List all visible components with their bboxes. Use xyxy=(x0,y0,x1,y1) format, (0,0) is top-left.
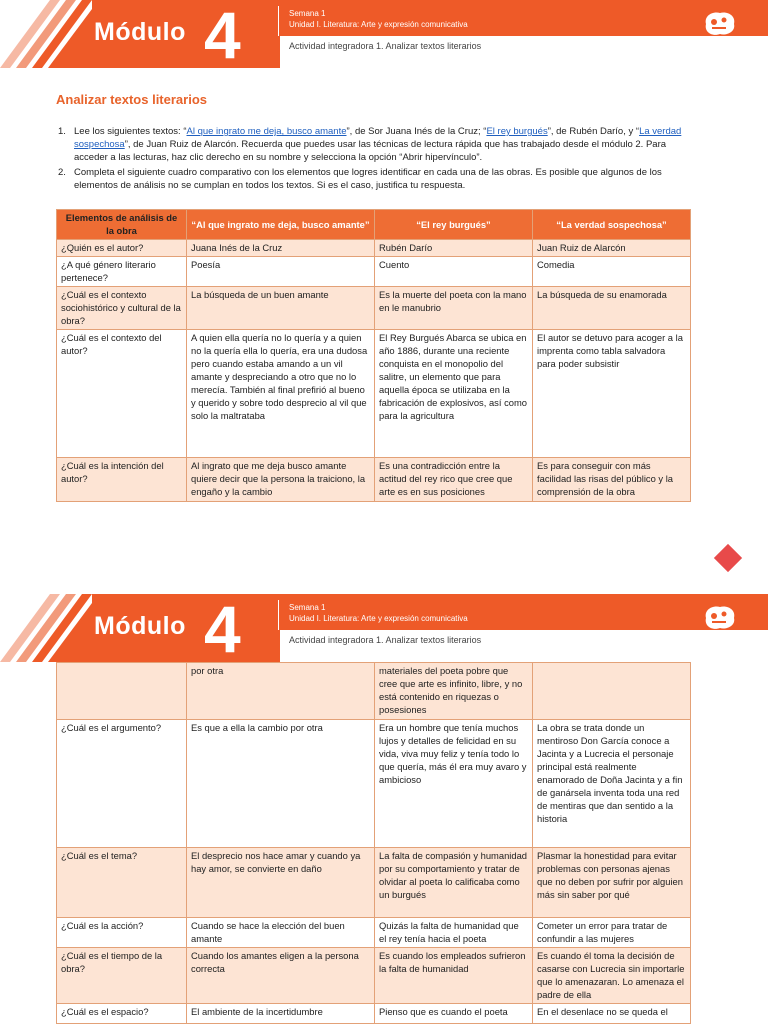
table-row xyxy=(57,257,691,287)
table-cell: Quizás la falta de humanidad que el rey tenía hacia el poeta xyxy=(375,918,533,948)
table-cell: La obra se trata donde un mentiroso Don García conoce a Jacinta y a Lucrecia el personaje principal está realmente enamorado de Doña Jacinta y a fin de ganársela inventa toda una red de mentiras que dan sentido a la historia xyxy=(533,720,691,848)
table-cell: Juana Inés de la Cruz xyxy=(187,240,375,257)
header-cell: Elementos de análisis de la obra xyxy=(57,210,187,240)
link-al-que-ingrato[interactable]: Al que ingrato me deja, busco amante xyxy=(186,126,347,137)
prepa-en-linea-logo xyxy=(700,602,740,632)
table-cell: Es que a ella la cambio por otra xyxy=(187,720,375,848)
table-row xyxy=(57,458,691,502)
table-cell: Era un hombre que tenía muchos lujos y detalles de felicidad en su vida, viva muy feliz y tenía todo lo que quería, más él era muy avaro y ambicioso xyxy=(375,720,533,848)
table-cell xyxy=(57,663,187,720)
table-cell: Es cuando los empleados sufrieron la falta de humanidad xyxy=(375,948,533,1004)
table-cell: Cometer un error para tratar de confundir a las mujeres xyxy=(533,918,691,948)
instruction-text: Lee los siguientes textos: “ xyxy=(74,126,187,137)
header-cell: “La verdad sospechosa” xyxy=(533,210,691,240)
table-cell: Al ingrato que me deja busco amante quiere decir que la persona la traiciono, la engaño y la cambio xyxy=(187,458,375,502)
module-label: Módulo xyxy=(94,18,186,46)
activity-label: Actividad integradora 1. Analizar textos literarios xyxy=(289,635,482,645)
table-cell: La búsqueda de su enamorada xyxy=(533,287,691,330)
prepa-en-linea-logo xyxy=(700,8,740,38)
instruction-text: Completa el siguiente cuadro comparativo con los elementos que logres identificar en cada una de las obras. Es posible que algunos de los elementos de análisis no se cumplan en todos los textos. Si es el caso, justifica tu respuesta. xyxy=(74,167,662,191)
table-cell: ¿Cuál es el argumento? xyxy=(57,720,187,848)
table-cell: Cuento xyxy=(375,257,533,287)
table-row xyxy=(57,720,691,848)
table-row xyxy=(57,948,691,1004)
table-cell: Es la muerte del poeta con la mano en le manubrio xyxy=(375,287,533,330)
table-cell: El autor se detuvo para acoger a la imprenta como tabla salvadora para poder subsistir xyxy=(533,330,691,458)
page-corner-marker xyxy=(714,544,742,572)
module-number: 4 xyxy=(204,594,241,662)
table-cell: Poesía xyxy=(187,257,375,287)
table-row xyxy=(57,918,691,948)
table-cell: El desprecio nos hace amar y cuando ya hay amor, se convierte en daño xyxy=(187,848,375,918)
table-cell: Es una contradicción entre la actitud del rey rico que cree que arte es en sus posiciones xyxy=(375,458,533,502)
table-cell: Juan Ruiz de Alarcón xyxy=(533,240,691,257)
instruction-number: 1. xyxy=(58,126,66,137)
table-cell: ¿Cuál es el tiempo de la obra? xyxy=(57,948,187,1004)
instruction-text: ”, de Sor Juana Inés de la Cruz; “ xyxy=(346,126,487,137)
table-cell: por otra xyxy=(187,663,375,720)
table-cell: ¿Cuál es el espacio? xyxy=(57,1004,187,1024)
table-cell: En el desenlace no se queda el xyxy=(533,1004,691,1024)
table-row xyxy=(57,330,691,458)
table-cell: La falta de compasión y humanidad por su comportamiento y tratar de olvidar al poeta lo calificaba como un burgués xyxy=(375,848,533,918)
header-divider xyxy=(278,600,279,630)
header-stripes-decoration xyxy=(0,594,92,662)
module-label: Módulo xyxy=(94,612,186,640)
instruction-2 xyxy=(56,166,701,192)
unit-label: Unidad I. Literatura: Arte y expresión comunicativa xyxy=(289,614,468,623)
table-cell xyxy=(533,663,691,720)
table-row xyxy=(57,1004,691,1024)
week-label: Semana 1 xyxy=(289,9,326,18)
link-el-rey-burgues[interactable]: El rey burgués xyxy=(486,126,548,137)
comparison-table-part2 xyxy=(56,662,691,1024)
table-cell: La búsqueda de un buen amante xyxy=(187,287,375,330)
table-cell: El ambiente de la incertidumbre xyxy=(187,1004,375,1024)
table-cell: ¿Cuál es la acción? xyxy=(57,918,187,948)
table-cell: ¿Cuál es el contexto del autor? xyxy=(57,330,187,458)
page1-header xyxy=(0,0,768,68)
instruction-1 xyxy=(56,125,701,164)
instruction-text: ”, de Rubén Darío, y “ xyxy=(547,126,640,137)
table-row xyxy=(57,848,691,918)
page-title: Analizar textos literarios xyxy=(56,92,207,107)
instruction-number: 2. xyxy=(58,167,66,178)
table-cell: Es cuando él toma la decisión de casarse con Lucrecia sin importarle que lo amenazaran. Lo amenaza el padre de ella xyxy=(533,948,691,1004)
comparison-table-part1 xyxy=(56,209,691,502)
table-cell: ¿A qué género literario pertenece? xyxy=(57,257,187,287)
table-cell: ¿Cuál es el contexto sociohistórico y cultural de la obra? xyxy=(57,287,187,330)
table-cell: El Rey Burgués Abarca se ubica en año 1886, durante una reciente conquista en el monopolio del salitre, un elemento que para aquella época se utilizaba en la fabricación de explosivos, así como para la agricultura xyxy=(375,330,533,458)
unit-label: Unidad I. Literatura: Arte y expresión comunicativa xyxy=(289,20,468,29)
table-row xyxy=(57,663,691,720)
table-header-row xyxy=(57,210,691,240)
table-cell: Comedia xyxy=(533,257,691,287)
page2-header xyxy=(0,594,768,662)
table-row xyxy=(57,240,691,257)
week-label: Semana 1 xyxy=(289,603,326,612)
instructions-list xyxy=(56,125,701,194)
table-cell: Cuando los amantes eligen a la persona correcta xyxy=(187,948,375,1004)
table-cell: Cuando se hace la elección del buen amante xyxy=(187,918,375,948)
link-la-verdad-sospechosa[interactable]: La verdad sospechosa xyxy=(74,126,682,150)
table-cell: Plasmar la honestidad para evitar problemas con personas ajenas que no deben por sufrir por alguien más sin saber por qué xyxy=(533,848,691,918)
table-cell: Rubén Darío xyxy=(375,240,533,257)
table-cell: ¿Cuál es el tema? xyxy=(57,848,187,918)
instruction-text: ”, de Juan Ruiz de Alarcón. Recuerda que puedes usar las técnicas de lectura rápida que has trabajado desde el módulo 2. Para acceder a las lecturas, haz clic derecho en su nombre y selecciona la opción “Abrir hipervínculo”. xyxy=(74,139,667,163)
header-stripes-decoration xyxy=(0,0,92,68)
table-cell: ¿Quién es el autor? xyxy=(57,240,187,257)
table-cell: Es para conseguir con más facilidad las risas del público y la comprensión de la obra xyxy=(533,458,691,502)
header-divider xyxy=(278,6,279,36)
header-cell: “Al que ingrato me deja, busco amante” xyxy=(187,210,375,240)
table-cell: ¿Cuál es la intención del autor? xyxy=(57,458,187,502)
header-cell: “El rey burgués” xyxy=(375,210,533,240)
table-row xyxy=(57,287,691,330)
table-cell: materiales del poeta pobre que cree que arte es infinito, libre, y no está contenido en riquezas o posesiones xyxy=(375,663,533,720)
table-cell: Pienso que es cuando el poeta xyxy=(375,1004,533,1024)
activity-label: Actividad integradora 1. Analizar textos literarios xyxy=(289,41,482,51)
table-cell: A quien ella quería no lo quería y a quien no la quería ella lo quería, era una dudosa pero cuando estaba amando a un vil amante y despreciando a otro que no lo merecía. También al final prefirió al bueno y querido y sobre todo desprecio al vil que solo la maltrataba xyxy=(187,330,375,458)
module-number: 4 xyxy=(204,0,241,68)
